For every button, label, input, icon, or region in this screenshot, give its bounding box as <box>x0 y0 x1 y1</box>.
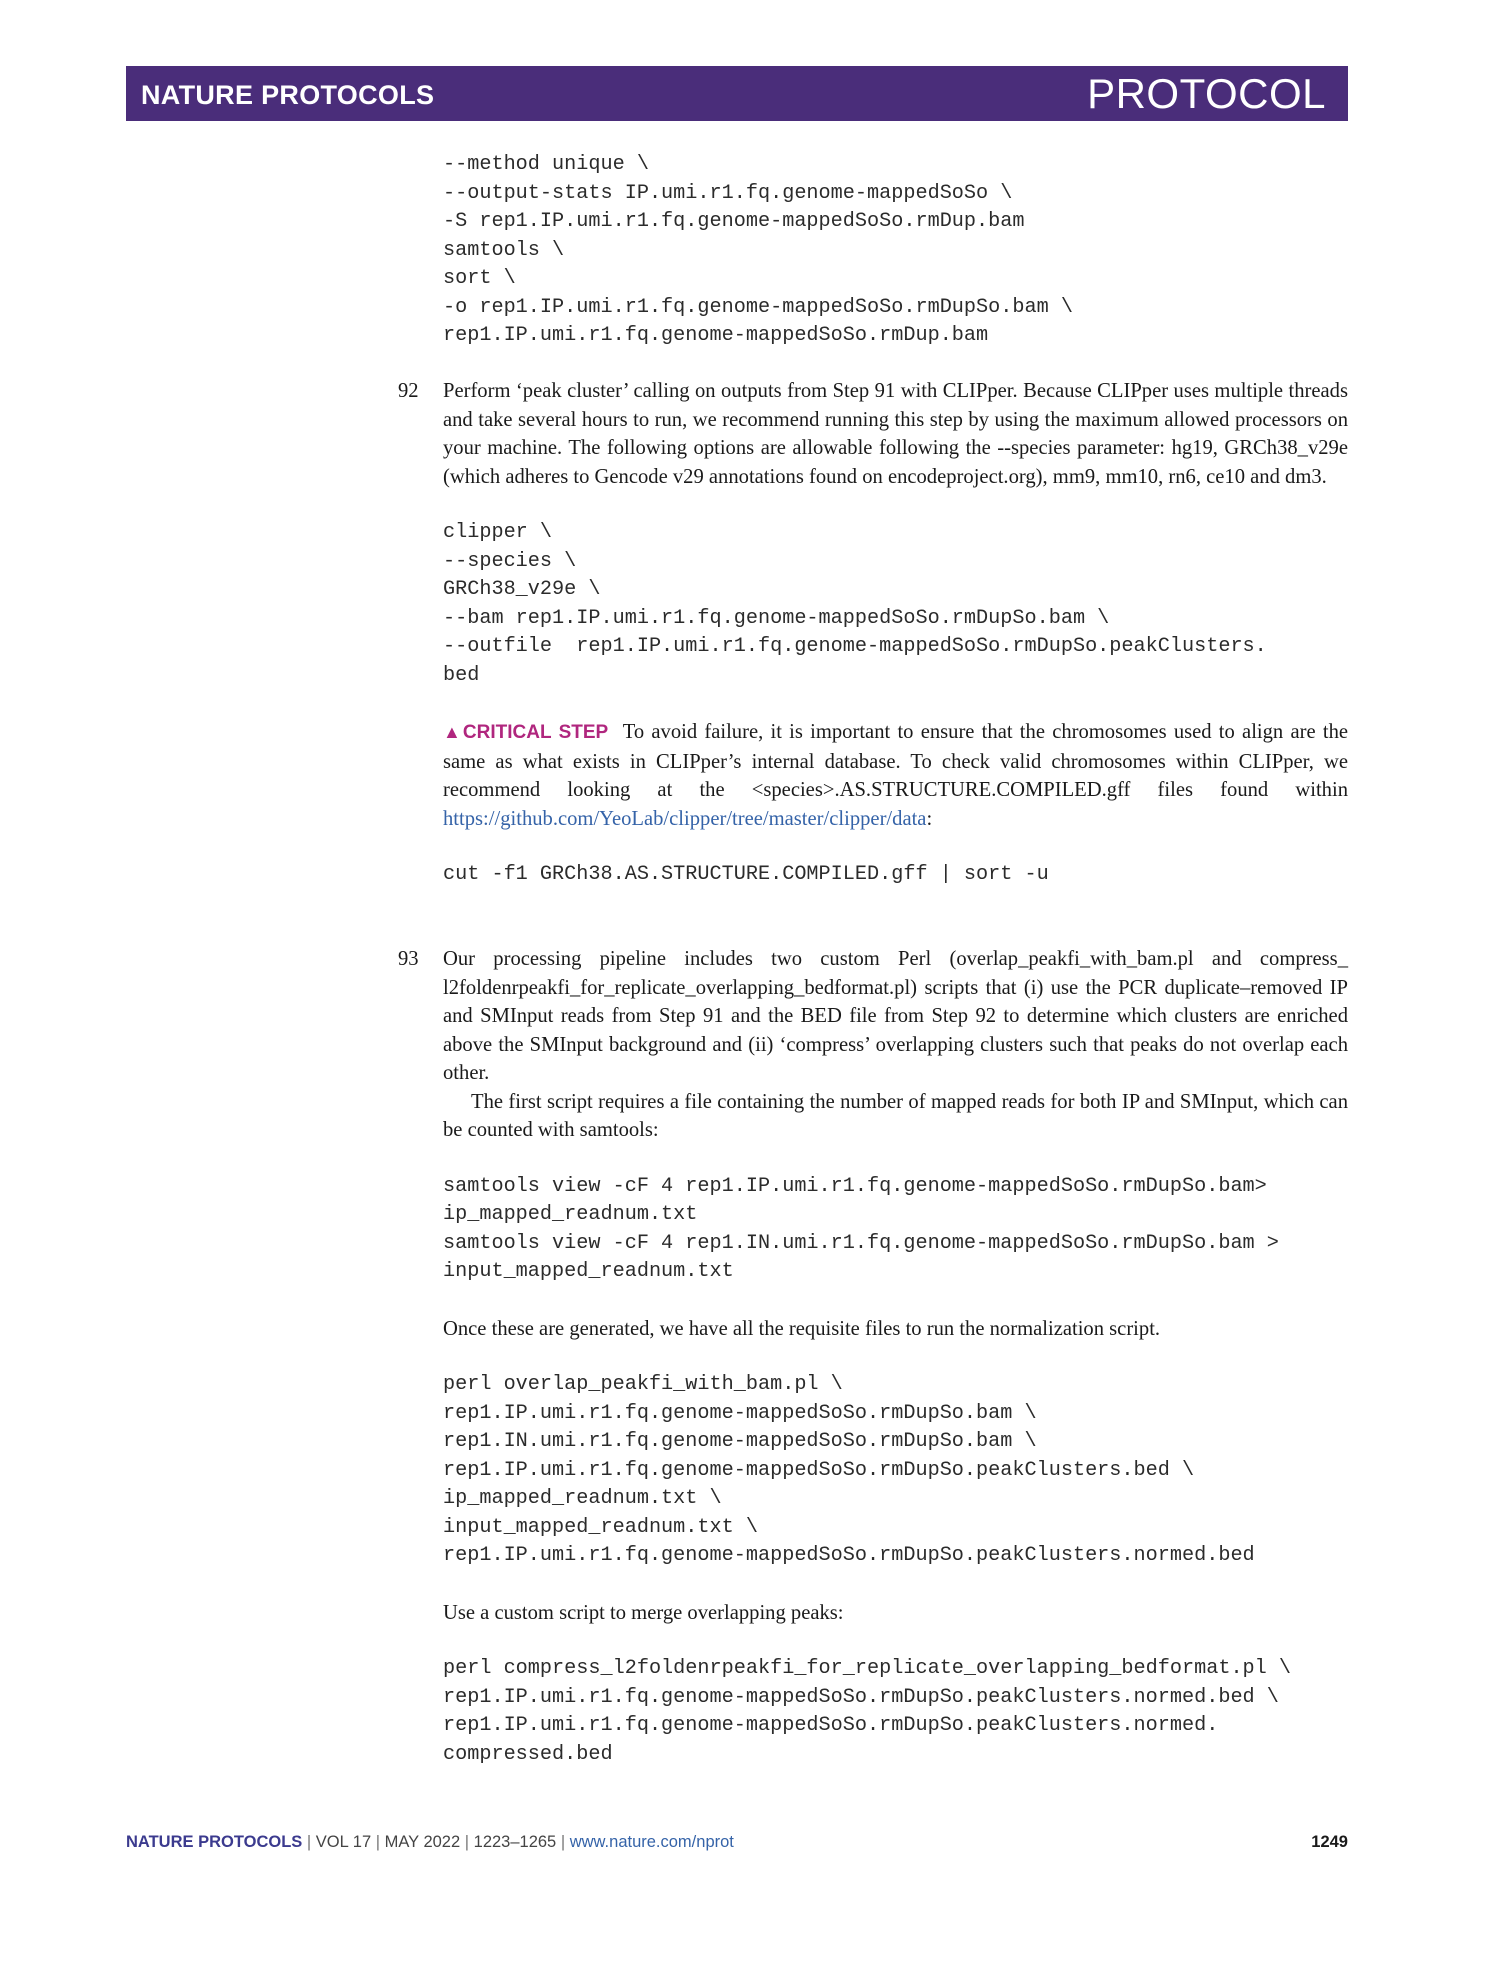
footer-url-link[interactable]: www.nature.com/nprot <box>569 1833 734 1851</box>
step-93-text: Our processing pipeline includes two custom Perl (overlap_peakfi_with_bam.pl and compress_ l2foldenrpeakfi_for_replicate_overlapping_bedformat.pl) scripts that (i) use the PCR duplicate–removed IP and SMInput reads from Step 91 and the BED file from Step 92 to determine which clusters are enriched above the SMInput background and (ii) ‘compress’ overlapping clusters such that peaks do not overlap each other. <box>443 948 1348 1084</box>
step-93-text-4: Use a custom script to merge overlapping peaks: <box>443 1601 844 1624</box>
page-number: 1249 <box>1311 1833 1348 1851</box>
footer-volume: VOL 17 <box>315 1833 372 1851</box>
step-number: 93 <box>398 948 419 970</box>
step-93 <box>398 945 1348 1769</box>
code-block-compress: perl compress_l2foldenrpeakfi_for_replicate_overlapping_bedformat.pl \ rep1.IP.umi.r1.fq.genome-mappedSoSo.rmDupSo.peakClusters.normed.bed \ rep1.IP.umi.r1.fq.genome-mappedSoSo.rmDupSo.peakClusters.normed. compressed.bed <box>443 1657 1292 1766</box>
critical-step-text: To avoid failure, it is important to ensure that the chromosomes used to align are the same as what exists in CLIPper’s internal database. To check valid chromosomes within CLIPper, we recommend looking at the <species>.AS.STRUCTURE.COMPILED.gff files found within <box>443 721 1349 801</box>
code-block-cut: cut -f1 GRCh38.AS.STRUCTURE.COMPILED.gff | sort -u <box>443 863 1049 886</box>
article-type: PROTOCOL <box>1087 70 1326 117</box>
footer-journal: NATURE PROTOCOLS <box>126 1833 303 1851</box>
code-block-clipper: clipper \ --species \ GRCh38_v29e \ --bam rep1.IP.umi.r1.fq.genome-mappedSoSo.rmDupSo.bam \ --outfile rep1.IP.umi.r1.fq.genome-mappedSoSo.rmDupSo.peakClusters. bed <box>443 521 1267 687</box>
footer-pages: 1223–1265 <box>473 1833 557 1851</box>
critical-step-label: CRITICAL STEP <box>462 722 609 743</box>
code-block-samtools-view: samtools view -cF 4 rep1.IP.umi.r1.fq.genome-mappedSoSo.rmDupSo.bam> ip_mapped_readnum.txt samtools view -cF 4 rep1.IN.umi.r1.fq.genome-mappedSoSo.rmDupSo.bam > input_mapped_readnum.txt <box>443 1174 1279 1283</box>
page-footer <box>126 1833 1348 1852</box>
clipper-data-link[interactable]: https://github.com/YeoLab/clipper/tree/master/clipper/data <box>443 807 927 830</box>
footer-date: MAY 2022 <box>384 1833 461 1851</box>
step-number: 92 <box>398 380 419 402</box>
page-header <box>126 66 1348 121</box>
critical-suffix: : <box>926 807 933 830</box>
step-92-text: Perform ‘peak cluster’ calling on outputs from Step 91 with CLIPper. Because CLIPper uses multiple threads and take several hours to run, we recommend running this step by using the maximum allowed processors on your machine. The following options are allowable following the --species parameter: hg19, GRCh38_v29e (which adheres to Gencode v29 annotations found on encodeproject.org), mm9, mm10, rn6, ce10 and dm3. <box>443 380 1348 488</box>
step-93-text-3: Once these are generated, we have all the requisite files to run the normalization script. <box>443 1317 1161 1340</box>
code-block-dedup: --method unique \ --output-stats IP.umi.r1.fq.genome-mappedSoSo \ -S rep1.IP.umi.r1.fq.genome-mappedSoSo.rmDup.bam samtools \ sort \ -o rep1.IP.umi.r1.fq.genome-mappedSoSo.rmDupSo.bam \ rep1.IP.umi.r1.fq.genome-mappedSoSo.rmDup.bam <box>443 153 1073 347</box>
footer-separator: | <box>464 1833 470 1851</box>
step-93-text-2: The first script requires a file containing the number of mapped reads for both IP and SMInput, which can be counted with samtools: <box>443 1090 1348 1141</box>
footer-separator: | <box>560 1833 566 1851</box>
code-block-overlap-peak: perl overlap_peakfi_with_bam.pl \ rep1.IP.umi.r1.fq.genome-mappedSoSo.rmDupSo.bam \ rep1.IN.umi.r1.fq.genome-mappedSoSo.rmDupSo.bam \ rep1.IP.umi.r1.fq.genome-mappedSoSo.rmDupSo.peakClusters.bed \ ip_mapped_readnum.txt \ input_mapped_readnum.txt \ rep1.IP.umi.r1.fq.genome-mappedSoSo.rmDupSo.peakClusters.normed.bed <box>443 1373 1255 1567</box>
warning-triangle-icon: ▲ <box>443 722 463 742</box>
footer-separator: | <box>306 1833 312 1851</box>
footer-separator: | <box>375 1833 381 1851</box>
journal-name: NATURE PROTOCOLS <box>141 80 435 110</box>
critical-step-note <box>443 718 1348 833</box>
step-92 <box>398 377 1349 890</box>
